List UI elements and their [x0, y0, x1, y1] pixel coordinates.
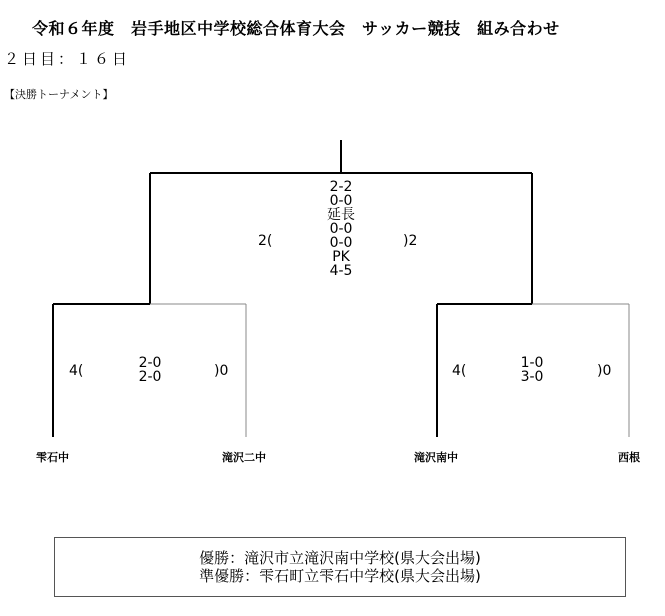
page-title: 令和６年度 岩手地区中学校総合体育大会 サッカー競技 組み合わせ — [32, 19, 560, 38]
final-detail-7: 4-5 — [329, 263, 353, 279]
winner-line: 優勝：滝沢市立滝沢南中学校(県大会出場) — [199, 549, 481, 567]
runner-up-line: 準優勝：雫石町立雫石中学校(県大会出場) — [199, 567, 481, 585]
final-detail-6: PK — [332, 249, 350, 265]
semi-left-left-score: 4( — [69, 363, 84, 379]
team-takizawa-ni: 滝沢二中 — [222, 451, 266, 464]
semi-left-details — [125, 356, 175, 384]
day-label: ２日目：１６日 — [4, 50, 131, 68]
semi-right-right-score: )0 — [597, 363, 612, 379]
semi-right-detail-1: 1-0 — [520, 355, 544, 371]
results-box — [54, 537, 626, 597]
final-detail-2: 0-0 — [329, 193, 353, 209]
semi-right-details — [507, 356, 557, 384]
semi-left-detail-2: 2-0 — [138, 369, 162, 385]
final-left-score: 2( — [258, 233, 273, 249]
section-label: 【決勝トーナメント】 — [4, 88, 114, 101]
team-shizukuishi: 雫石中 — [36, 451, 69, 464]
final-detail-4: 0-0 — [329, 221, 353, 237]
semi-left-right-score: )0 — [214, 363, 229, 379]
final-detail-5: 0-0 — [329, 235, 353, 251]
team-nishine: 西根 — [618, 451, 640, 464]
semi-left-detail-1: 2-0 — [138, 355, 162, 371]
semi-right-detail-2: 3-0 — [520, 369, 544, 385]
team-takizawa-minami: 滝沢南中 — [414, 451, 458, 464]
final-detail-3: 延長 — [327, 207, 355, 223]
final-right-score: )2 — [403, 233, 418, 249]
final-detail-1: 2-2 — [329, 179, 353, 195]
final-score-details — [311, 180, 371, 278]
semi-right-left-score: 4( — [452, 363, 467, 379]
